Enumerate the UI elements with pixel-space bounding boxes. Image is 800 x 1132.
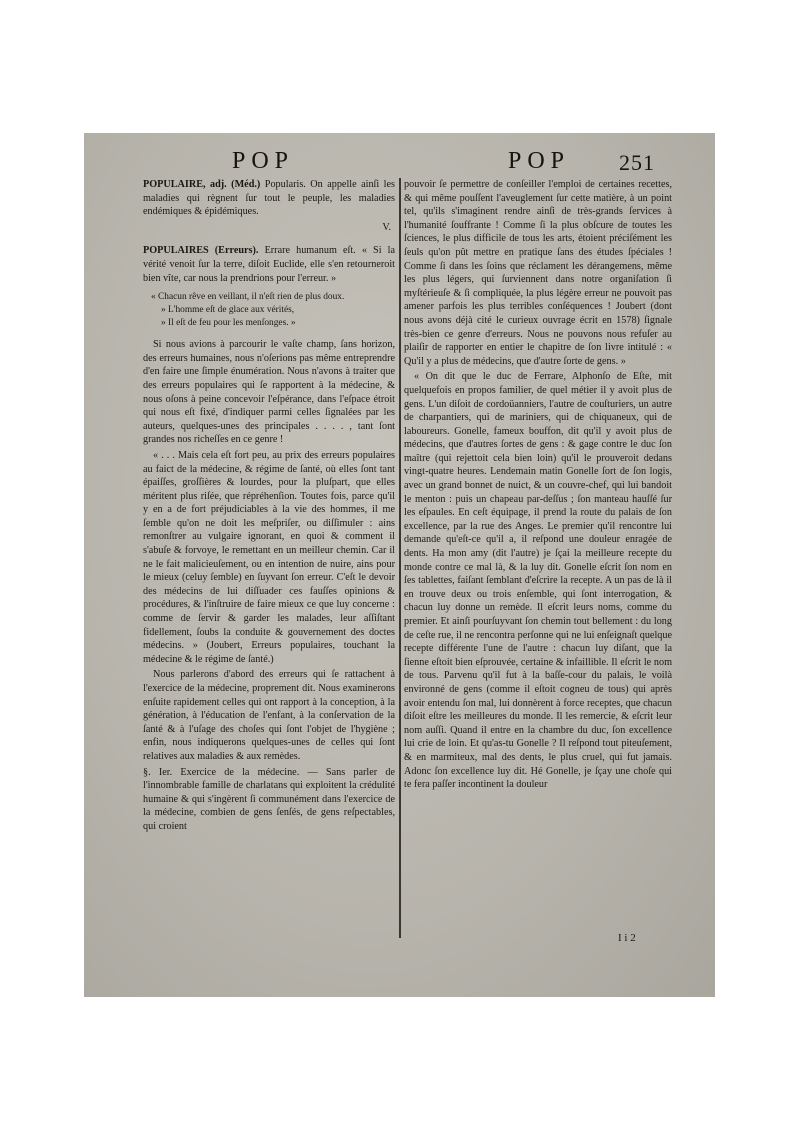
signature-mark: I i 2 (618, 932, 636, 944)
entry-text: Popularis. On appelle ainſi les maladies qui règnent ſur tout le peuple, les maladies endémiques & épidémiques. (143, 179, 395, 218)
page-number: 251 (619, 150, 655, 175)
paragraph: Si nous avions à parcourir le vaſte champ, ſans horizon, des erreurs humaines, nous n'oſerions pas même entreprendre d'en faire une ſimple énumération. Nous n'avons à traiter que des erreurs populaires qui ſe rapportent à la médecine, & nous oſons à peine concevoir l'eſpérance, dans l'eſpace étroit qui nous eſt fixé, d'indiquer parmi celles ſignalées par les auteurs, quelques-unes des principales . . . . , tant ſont grandes nos richeſſes en ce genre ! (143, 339, 395, 446)
verse-line: » Il eſt de feu pour les menſonges. » (161, 318, 296, 329)
paragraph: pouvoir ſe permettre de conſeiller l'emploi de certaines recettes, & qui même pouſſent l'aveuglement ſur cette matière, à un point tel, qu'ils s'imaginent rendre ainſi de très-grands ſervices à l'humanité ſouffrante ! Comme ſi la plus obſcure de toutes les ſciences, le plus difficile de tous les arts, étoient préciſément les ſeuls qu'on pût mettre en pratique ſans des études ſpéciales ! Comme ſi dans les ſoins que réclament les dérangemens, même les plus légers, qui ſurviennent dans notre organiſation ſi myſtérieuſe & ſi compliquée, la plus légère erreur ne pouvoit pas amener parfois les plus terribles conſéquences ! Joubert (dont nous avons déjà cité le curieux ouvrage écrit en 1578) ſignale très-bien ce genre d'erreurs. Nous ne pouvons nous refuſer au plaiſir de rapporter en entier le chapitre de ſon livre intitulé : « Qu'il y a plus de médecins, que d'autre ſorte de gens. » (404, 179, 672, 367)
section-paragraph (143, 766, 395, 834)
verse-quote (151, 291, 395, 330)
section-heading: §. Ier. Exercice de la médecine. — (143, 766, 318, 778)
verse-line: » L'homme eſt de glace aux vérités, (161, 305, 295, 316)
entry-head: POPULAIRES (Erreurs). (143, 245, 259, 257)
entry-populaires (143, 244, 395, 285)
running-head-left: POP (232, 148, 295, 174)
verse-line: « Chacun rêve en veillant, il n'eſt rien de plus doux. (151, 292, 345, 303)
paragraph: Nous parlerons d'abord des erreurs qui ſe rattachent à l'exercice de la médecine, proprement dit. Nous examinerons enſuite rapidement celles qui ont rapport à la conception, à la génération, à l'éducation de l'enfant, à la conſervation de la ſanté & à l'uſage des choſes qui ſont l'objet de l'hygiène ; enfin, nous indiquerons quelques-unes de celles qui ſont relatives aux maladies & aux remèdes. (143, 669, 395, 762)
section-text: Sans parler de l'innombrable famille de charlatans qui exploitent la crédulité humaine & qui s'ingèrent ſi communément dans l'exercice de la médecine, combien de gens ſenſés, de gens reſpectables, qui croient (143, 766, 395, 832)
running-head-right: POP (508, 148, 571, 174)
left-column (143, 178, 395, 934)
entry-text: Errare humanum eſt. « Si la vérité venoit ſur la terre, diſoit Euclide, elle s'en retourneroit bien vîte, car nous la prendrions pour l'erreur. » (143, 245, 395, 284)
right-column (404, 178, 672, 934)
entry-head: POPULAIRE, adj. (Méd.) (143, 179, 261, 190)
quote-paragraph: « On dit que le duc de Ferrare, Alphonſo de Eſte, mit quelquefois en propos familier, de quel métier il y avoit plus de gens. L'un diſoit de cordoüanniers, l'autre de couſturiers, un autre de charpantiers, qui de mariniers, qui de chiquaneux, qui de laboureurs. Gonelle, fameux bouffon, dit qu'il y avoit plus de médecins, que d'autres ſortes de gens : & gage contre le duc ſon maître (qui rejettoit cela bien loin) qu'il le prouveroit dedans vingt-quatre heures. Lendemain matin Gonelle ſort de ſon logis, avec un grand bonnet de nuict, & un couvre-chef, qui lui bandoit le menton : puis un chapeau par-deſſus ; ſon manteau hauſſé ſur les eſpaules. En ceſt équipage, il prend la route du palais de ſon excellence, par la rue des Anges. Le premier qu'il rencontre lui demande qu'eſt-ce qu'il a, il reſpond une douleur enragée de dents. Ha mon amy (dit l'autre) je ſçai la meilleure recepte du monde contre ce mal là, & la luy dit. Gonelle eſcrit ſon nom en ſes tablettes, faiſant ſemblant d'eſcrire la recepte. A un pas de là il en trouve deux ou trois enſemble, qui ſont interrogation, & chacun luy donne un remède. Il eſcrit leurs noms, comme du premier. Et ainſi pourſuyvant ſon chemin tout bellement : du long de ceſte rue, il ne rencontra perſonne qui ne lui enſeignaſt quelque recepte différente l'une de l'autre : chacun luy diſant, que la ſienne eſtoit bien eſprouvée, certaine & infaillible. Il eſcrit le nom de tous. Parvenu qu'il fut à la baſſe-cour du palais, le voilà environné de gens (comme il eſtoit cogneu de tous) qui après avoir entendu ſon mal, lui donnèrent à force receptes, que chacun diſoit eſtre les meilleures du monde. Il les remercie, & eſcrit leur nom auſſi. Quand il entre en la chambre du duc, ſon excellence lui crie de loin. Et qu'as-tu Gonelle ? Il reſpond tout piteuſement, & en marmiteux, mal des dents, le plus cruel, qui fut jamais. Adonc ſon excellence luy dit. Hé Gonelle, je ſçay une choſe qui te fera paſſer incontinent la douleur (404, 371, 672, 791)
quote-paragraph: « . . . Mais cela eſt fort peu, au prix des erreurs populaires au faict de la médecine, & régime de ſanté, où elles ſont tant épaiſſes, groſſières & lourdes, pour la pluſpart, que elles méritent plus riſée, que répréhenſion. Toutes fois, parce qu'il y en a de fort préjudiciables à la vie des hommes, il me ſemble qu'on ne doit les meſpriſer, ou diſſimuler : ains remonſtrer au vulgaire ignorant, en quoi & comment il s'abuſe & forvoye, le remettant en un meilleur chemin. Car il ne le fait malicieuſement, ou en intention de nuire, ains pour le mieux (celuy ſemble) en ſuyvant ſon erreur. C'eſt le devoir des médecins de lui diſſuader ces fauſſes opinions & procédures, & l'inſtruire de faire mieux ce que luy concerne : comme de ſervir & garder les malades, leur aſſiſtant fidellement, ſoubs la conduite & gouvernement des doctes médecins. » (Joubert, Erreurs populaires, touchant la médecine & le régime de ſanté.) (143, 449, 395, 665)
entry-populaire (143, 178, 395, 219)
author-signature: V. (382, 221, 391, 233)
column-divider (399, 178, 401, 938)
